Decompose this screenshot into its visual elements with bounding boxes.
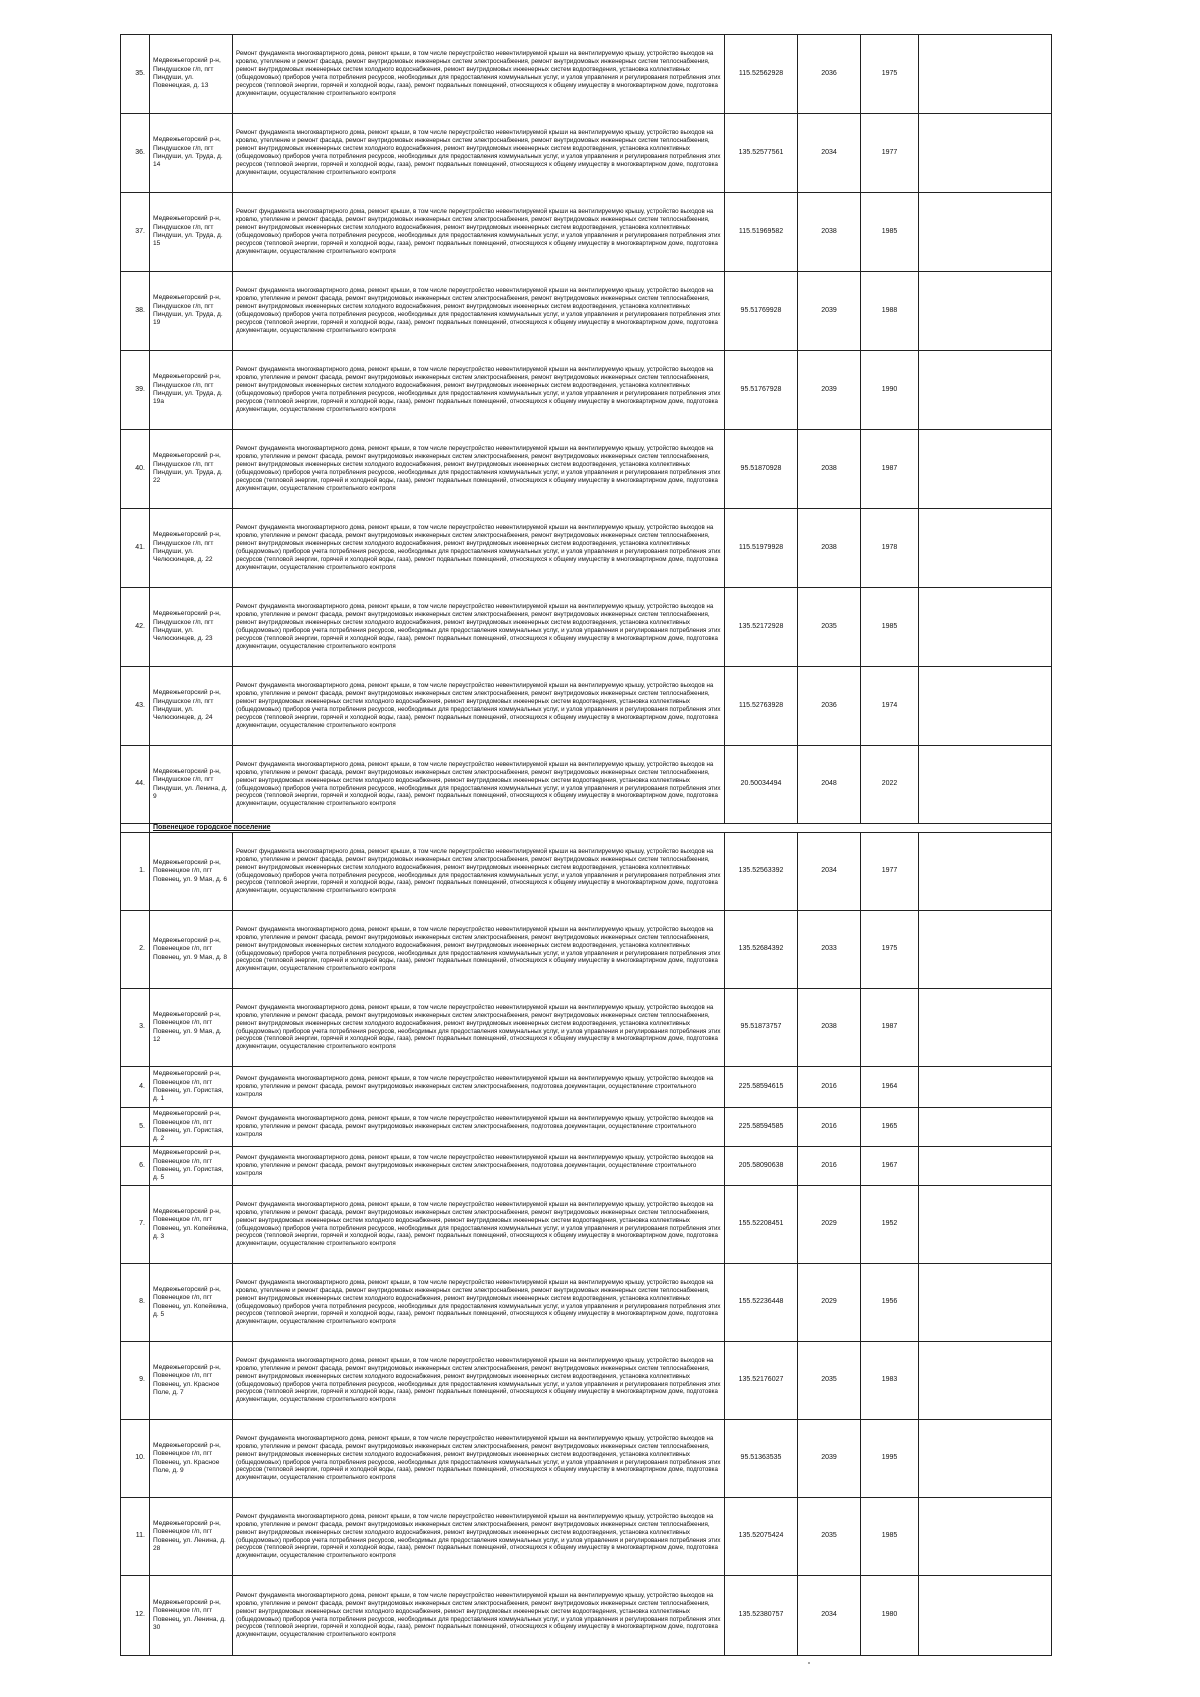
- works-cell: Ремонт фундамента многоквартирного дома, ремонт крыши, в том числе переустройство невентилируемой крыши на вентилируемую крышу, устройство выходов на кровлю, утепление и ремонт фасада, ремонт внутридомовых инженерных систем электроснабжения, ремонт внутридомовых инженерных систем теплоснабжения, ремонт внутридомовых инженерных систем холодного водоснабжения, ремонт внутридомовых инженерных систем водоотведения, установка коллективных (общедомовых) приборов учета потребления ресурсов, необходимых для предоставления коммунальных услуг, и узлов управления и регулирования потребления этих ресурсов (тепловой энергии, горячей и холодной воды, газа), ремонт подвальных помещений, относящихся к общему имуществу в многоквартирном доме, подготовка документации, осуществление строительного контроля: [233, 193, 725, 272]
- row-number: 38.: [121, 272, 150, 351]
- planned-year-cell: 2038: [798, 193, 861, 272]
- table-row: [121, 430, 1052, 509]
- built-year-cell: 1952: [861, 1186, 919, 1264]
- address-cell: Медвежьегорский р-н, Пиндушское г/п, пгт Пиндуши, ул. Челюскинцев, д. 24: [150, 667, 233, 746]
- planned-year-cell: 2035: [798, 588, 861, 667]
- built-year-cell: 1965: [861, 1108, 919, 1147]
- cost-cell: 135.52577561: [725, 114, 798, 193]
- empty-cell: [919, 351, 1052, 430]
- planned-year-cell: 2034: [798, 1576, 861, 1656]
- row-number: 1.: [121, 833, 150, 911]
- built-year-cell: 1987: [861, 989, 919, 1067]
- built-year-cell: 1978: [861, 509, 919, 588]
- empty-cell: [919, 1186, 1052, 1264]
- empty-cell: [919, 1420, 1052, 1498]
- empty-cell: [919, 1108, 1052, 1147]
- empty-cell: [919, 1498, 1052, 1576]
- row-number: 43.: [121, 667, 150, 746]
- works-table: [120, 34, 1052, 1656]
- address-cell: Медвежьегорский р-н, Пиндушское г/п, пгт Пиндуши, ул. Труда, д. 15: [150, 193, 233, 272]
- cost-cell: 95.51363535: [725, 1420, 798, 1498]
- works-cell: Ремонт фундамента многоквартирного дома, ремонт крыши, в том числе переустройство невентилируемой крыши на вентилируемую крышу, устройство выходов на кровлю, утепление и ремонт фасада, ремонт внутридомовых инженерных систем электроснабжения, ремонт внутридомовых инженерных систем теплоснабжения, ремонт внутридомовых инженерных систем холодного водоснабжения, ремонт внутридомовых инженерных систем водоотведения, установка коллективных (общедомовых) приборов учета потребления ресурсов, необходимых для предоставления коммунальных услуг, и узлов управления и регулирования потребления этих ресурсов (тепловой энергии, горячей и холодной воды, газа), ремонт подвальных помещений, относящихся к общему имуществу в многоквартирном доме, подготовка документации, осуществление строительного контроля: [233, 1420, 725, 1498]
- address-cell: Медвежьегорский р-н, Повенецкое г/п, пгт Повенец, ул. Красное Поле, д. 7: [150, 1342, 233, 1420]
- table-row: [121, 35, 1052, 114]
- planned-year-cell: 2048: [798, 746, 861, 824]
- works-cell: Ремонт фундамента многоквартирного дома, ремонт крыши, в том числе переустройство невентилируемой крыши на вентилируемую крышу, устройство выходов на кровлю, утепление и ремонт фасада, ремонт внутридомовых инженерных систем электроснабжения, ремонт внутридомовых инженерных систем теплоснабжения, ремонт внутридомовых инженерных систем холодного водоснабжения, ремонт внутридомовых инженерных систем водоотведения, установка коллективных (общедомовых) приборов учета потребления ресурсов, необходимых для предоставления коммунальных услуг, и узлов управления и регулирования потребления этих ресурсов (тепловой энергии, горячей и холодной воды, газа), ремонт подвальных помещений, относящихся к общему имуществу в многоквартирном доме, подготовка документации, осуществление строительного контроля: [233, 833, 725, 911]
- table-row: [121, 1067, 1052, 1108]
- works-cell: Ремонт фундамента многоквартирного дома, ремонт крыши, в том числе переустройство невентилируемой крыши на вентилируемую крышу, устройство выходов на кровлю, утепление и ремонт фасада, ремонт внутридомовых инженерных систем электроснабжения, ремонт внутридомовых инженерных систем теплоснабжения, ремонт внутридомовых инженерных систем холодного водоснабжения, ремонт внутридомовых инженерных систем водоотведения, установка коллективных (общедомовых) приборов учета потребления ресурсов, необходимых для предоставления коммунальных услуг, и узлов управления и регулирования потребления этих ресурсов (тепловой энергии, горячей и холодной воды, газа), ремонт подвальных помещений, относящихся к общему имуществу в многоквартирном доме, подготовка документации, осуществление строительного контроля: [233, 1186, 725, 1264]
- built-year-cell: 1967: [861, 1147, 919, 1186]
- empty-cell: [919, 1342, 1052, 1420]
- section-spacer: [121, 824, 150, 833]
- row-number: 8.: [121, 1264, 150, 1342]
- table-row: [121, 1498, 1052, 1576]
- cost-cell: 135.52380757: [725, 1576, 798, 1656]
- table-row: [121, 1264, 1052, 1342]
- works-cell: Ремонт фундамента многоквартирного дома, ремонт крыши, в том числе переустройство невентилируемой крыши на вентилируемую крышу, устройство выходов на кровлю, утепление и ремонт фасада, ремонт внутридомовых инженерных систем электроснабжения, ремонт внутридомовых инженерных систем теплоснабжения, ремонт внутридомовых инженерных систем холодного водоснабжения, ремонт внутридомовых инженерных систем водоотведения, установка коллективных (общедомовых) приборов учета потребления ресурсов, необходимых для предоставления коммунальных услуг, и узлов управления и регулирования потребления этих ресурсов (тепловой энергии, горячей и холодной воды, газа), ремонт подвальных помещений, относящихся к общему имуществу в многоквартирном доме, подготовка документации, осуществление строительного контроля: [233, 430, 725, 509]
- empty-cell: [919, 588, 1052, 667]
- address-cell: Медвежьегорский р-н, Повенецкое г/п, пгт Повенец, ул. Копейкина, д. 5: [150, 1264, 233, 1342]
- works-cell: Ремонт фундамента многоквартирного дома, ремонт крыши, в том числе переустройство невентилируемой крыши на вентилируемую крышу, устройство выходов на кровлю, утепление и ремонт фасада, ремонт внутридомовых инженерных систем электроснабжения, ремонт внутридомовых инженерных систем теплоснабжения, ремонт внутридомовых инженерных систем холодного водоснабжения, ремонт внутридомовых инженерных систем водоотведения, установка коллективных (общедомовых) приборов учета потребления ресурсов, необходимых для предоставления коммунальных услуг, и узлов управления и регулирования потребления этих ресурсов (тепловой энергии, горячей и холодной воды, газа), ремонт подвальных помещений, относящихся к общему имуществу в многоквартирном доме, подготовка документации, осуществление строительного контроля: [233, 667, 725, 746]
- table-row: [121, 1147, 1052, 1186]
- table-row: [121, 746, 1052, 824]
- cost-cell: 155.52208451: [725, 1186, 798, 1264]
- address-cell: Медвежьегорский р-н, Повенецкое г/п, пгт Повенец, ул. 9 Мая, д. 12: [150, 989, 233, 1067]
- empty-cell: [919, 667, 1052, 746]
- row-number: 10.: [121, 1420, 150, 1498]
- row-number: 5.: [121, 1108, 150, 1147]
- empty-cell: [919, 989, 1052, 1067]
- table-row: [121, 1186, 1052, 1264]
- address-cell: Медвежьегорский р-н, Повенецкое г/п, пгт Повенец, ул. Копейкина, д. 3: [150, 1186, 233, 1264]
- table-row: [121, 588, 1052, 667]
- table-row: [121, 509, 1052, 588]
- row-number: 2.: [121, 911, 150, 989]
- row-number: 42.: [121, 588, 150, 667]
- row-number: 36.: [121, 114, 150, 193]
- cost-cell: 95.51873757: [725, 989, 798, 1067]
- works-cell: Ремонт фундамента многоквартирного дома, ремонт крыши, в том числе переустройство невентилируемой крыши на вентилируемую крышу, устройство выходов на кровлю, утепление и ремонт фасада, ремонт внутридомовых инженерных систем электроснабжения, ремонт внутридомовых инженерных систем теплоснабжения, ремонт внутридомовых инженерных систем холодного водоснабжения, ремонт внутридомовых инженерных систем водоотведения, установка коллективных (общедомовых) приборов учета потребления ресурсов, необходимых для предоставления коммунальных услуг, и узлов управления и регулирования потребления этих ресурсов (тепловой энергии, горячей и холодной воды, газа), ремонт подвальных помещений, относящихся к общему имуществу в многоквартирном доме, подготовка документации, осуществление строительного контроля: [233, 746, 725, 824]
- cost-cell: 95.51769928: [725, 272, 798, 351]
- address-cell: Медвежьегорский р-н, Повенецкое г/п, пгт Повенец, ул. Ленина, д. 28: [150, 1498, 233, 1576]
- row-number: 41.: [121, 509, 150, 588]
- planned-year-cell: 2038: [798, 430, 861, 509]
- address-cell: Медвежьегорский р-н, Повенецкое г/п, пгт Повенец, ул. 9 Мая, д. 8: [150, 911, 233, 989]
- row-number: 37.: [121, 193, 150, 272]
- works-cell: Ремонт фундамента многоквартирного дома, ремонт крыши, в том числе переустройство невентилируемой крыши на вентилируемую крышу, устройство выходов на кровлю, утепление и ремонт фасада, ремонт внутридомовых инженерных систем электроснабжения, ремонт внутридомовых инженерных систем теплоснабжения, ремонт внутридомовых инженерных систем холодного водоснабжения, ремонт внутридомовых инженерных систем водоотведения, установка коллективных (общедомовых) приборов учета потребления ресурсов, необходимых для предоставления коммунальных услуг, и узлов управления и регулирования потребления этих ресурсов (тепловой энергии, горячей и холодной воды, газа), ремонт подвальных помещений, относящихся к общему имуществу в многоквартирном доме, подготовка документации, осуществление строительного контроля: [233, 1342, 725, 1420]
- planned-year-cell: 2035: [798, 1342, 861, 1420]
- cost-cell: 95.51767928: [725, 351, 798, 430]
- planned-year-cell: 2016: [798, 1108, 861, 1147]
- planned-year-cell: 2038: [798, 989, 861, 1067]
- works-cell: Ремонт фундамента многоквартирного дома, ремонт крыши, в том числе переустройство невентилируемой крыши на вентилируемую крышу, устройство выходов на кровлю, утепление и ремонт фасада, ремонт внутридомовых инженерных систем электроснабжения, ремонт внутридомовых инженерных систем теплоснабжения, ремонт внутридомовых инженерных систем холодного водоснабжения, ремонт внутридомовых инженерных систем водоотведения, установка коллективных (общедомовых) приборов учета потребления ресурсов, необходимых для предоставления коммунальных услуг, и узлов управления и регулирования потребления этих ресурсов (тепловой энергии, горячей и холодной воды, газа), ремонт подвальных помещений, относящихся к общему имуществу в многоквартирном доме, подготовка документации, осуществление строительного контроля: [233, 35, 725, 114]
- empty-cell: [919, 746, 1052, 824]
- cost-cell: 95.51870928: [725, 430, 798, 509]
- row-number: 11.: [121, 1498, 150, 1576]
- cost-cell: 20.50034494: [725, 746, 798, 824]
- row-number: 12.: [121, 1576, 150, 1656]
- address-cell: Медвежьегорский р-н, Пиндушское г/п, пгт Пиндуши, ул. Труда, д. 22: [150, 430, 233, 509]
- table-row: [121, 1576, 1052, 1656]
- row-number: 4.: [121, 1067, 150, 1108]
- built-year-cell: 1977: [861, 833, 919, 911]
- works-cell: Ремонт фундамента многоквартирного дома, ремонт крыши, в том числе переустройство невентилируемой крыши на вентилируемую крышу, устройство выходов на кровлю, утепление и ремонт фасада, ремонт внутридомовых инженерных систем электроснабжения, ремонт внутридомовых инженерных систем теплоснабжения, ремонт внутридомовых инженерных систем холодного водоснабжения, ремонт внутридомовых инженерных систем водоотведения, установка коллективных (общедомовых) приборов учета потребления ресурсов, необходимых для предоставления коммунальных услуг, и узлов управления и регулирования потребления этих ресурсов (тепловой энергии, горячей и холодной воды, газа), ремонт подвальных помещений, относящихся к общему имуществу в многоквартирном доме, подготовка документации, осуществление строительного контроля: [233, 1498, 725, 1576]
- table-row: [121, 1342, 1052, 1420]
- cost-cell: 135.52684392: [725, 911, 798, 989]
- built-year-cell: 1985: [861, 588, 919, 667]
- address-cell: Медвежьегорский р-н, Повенецкое г/п, пгт Повенец, ул. 9 Мая, д. 6: [150, 833, 233, 911]
- scan-speck: [808, 1662, 810, 1664]
- cost-cell: 115.52763928: [725, 667, 798, 746]
- planned-year-cell: 2039: [798, 1420, 861, 1498]
- cost-cell: 155.52236448: [725, 1264, 798, 1342]
- empty-cell: [919, 911, 1052, 989]
- empty-cell: [919, 114, 1052, 193]
- empty-cell: [919, 1576, 1052, 1656]
- address-cell: Медвежьегорский р-н, Пиндушское г/п, пгт Пиндуши, ул. Челюскинцев, д. 22: [150, 509, 233, 588]
- empty-cell: [919, 833, 1052, 911]
- row-number: 40.: [121, 430, 150, 509]
- works-cell: Ремонт фундамента многоквартирного дома, ремонт крыши, в том числе переустройство невентилируемой крыши на вентилируемую крышу, устройство выходов на кровлю, утепление и ремонт фасада, ремонт внутридомовых инженерных систем электроснабжения, подготовка документации, осуществление строительного контроля: [233, 1147, 725, 1186]
- table-row: [121, 272, 1052, 351]
- empty-cell: [919, 1264, 1052, 1342]
- address-cell: Медвежьегорский р-н, Пиндушское г/п, пгт Пиндуши, ул. Челюскинцев, д. 23: [150, 588, 233, 667]
- built-year-cell: 1975: [861, 911, 919, 989]
- section-row: [121, 824, 1052, 833]
- planned-year-cell: 2034: [798, 114, 861, 193]
- built-year-cell: 1975: [861, 35, 919, 114]
- built-year-cell: 1977: [861, 114, 919, 193]
- address-cell: Медвежьегорский р-н, Повенецкое г/п, пгт Повенец, ул. Гористая, д. 5: [150, 1147, 233, 1186]
- cost-cell: 115.51979928: [725, 509, 798, 588]
- planned-year-cell: 2029: [798, 1186, 861, 1264]
- planned-year-cell: 2038: [798, 509, 861, 588]
- planned-year-cell: 2036: [798, 35, 861, 114]
- address-cell: Медвежьегорский р-н, Повенецкое г/п, пгт Повенец, ул. Красное Поле, д. 9: [150, 1420, 233, 1498]
- works-cell: Ремонт фундамента многоквартирного дома, ремонт крыши, в том числе переустройство невентилируемой крыши на вентилируемую крышу, устройство выходов на кровлю, утепление и ремонт фасада, ремонт внутридомовых инженерных систем электроснабжения, ремонт внутридомовых инженерных систем теплоснабжения, ремонт внутридомовых инженерных систем холодного водоснабжения, ремонт внутридомовых инженерных систем водоотведения, установка коллективных (общедомовых) приборов учета потребления ресурсов, необходимых для предоставления коммунальных услуг, и узлов управления и регулирования потребления этих ресурсов (тепловой энергии, горячей и холодной воды, газа), ремонт подвальных помещений, относящихся к общему имуществу в многоквартирном доме, подготовка документации, осуществление строительного контроля: [233, 989, 725, 1067]
- empty-cell: [919, 272, 1052, 351]
- cost-cell: 135.52172928: [725, 588, 798, 667]
- built-year-cell: 1985: [861, 193, 919, 272]
- works-cell: Ремонт фундамента многоквартирного дома, ремонт крыши, в том числе переустройство невентилируемой крыши на вентилируемую крышу, устройство выходов на кровлю, утепление и ремонт фасада, ремонт внутридомовых инженерных систем электроснабжения, ремонт внутридомовых инженерных систем теплоснабжения, ремонт внутридомовых инженерных систем холодного водоснабжения, ремонт внутридомовых инженерных систем водоотведения, установка коллективных (общедомовых) приборов учета потребления ресурсов, необходимых для предоставления коммунальных услуг, и узлов управления и регулирования потребления этих ресурсов (тепловой энергии, горячей и холодной воды, газа), ремонт подвальных помещений, относящихся к общему имуществу в многоквартирном доме, подготовка документации, осуществление строительного контроля: [233, 114, 725, 193]
- row-number: 6.: [121, 1147, 150, 1186]
- planned-year-cell: 2029: [798, 1264, 861, 1342]
- empty-cell: [919, 430, 1052, 509]
- planned-year-cell: 2016: [798, 1067, 861, 1108]
- row-number: 7.: [121, 1186, 150, 1264]
- cost-cell: 115.51969582: [725, 193, 798, 272]
- built-year-cell: 1980: [861, 1576, 919, 1656]
- works-cell: Ремонт фундамента многоквартирного дома, ремонт крыши, в том числе переустройство невентилируемой крыши на вентилируемую крышу, устройство выходов на кровлю, утепление и ремонт фасада, ремонт внутридомовых инженерных систем электроснабжения, подготовка документации, осуществление строительного контроля: [233, 1067, 725, 1108]
- table-row: [121, 193, 1052, 272]
- row-number: 9.: [121, 1342, 150, 1420]
- cost-cell: 135.52176027: [725, 1342, 798, 1420]
- planned-year-cell: 2033: [798, 911, 861, 989]
- row-number: 3.: [121, 989, 150, 1067]
- cost-cell: 135.52075424: [725, 1498, 798, 1576]
- table-row: [121, 351, 1052, 430]
- table-body: [121, 35, 1052, 1656]
- built-year-cell: 1995: [861, 1420, 919, 1498]
- planned-year-cell: 2039: [798, 351, 861, 430]
- built-year-cell: 1956: [861, 1264, 919, 1342]
- planned-year-cell: 2035: [798, 1498, 861, 1576]
- planned-year-cell: 2036: [798, 667, 861, 746]
- cost-cell: 225.58594585: [725, 1108, 798, 1147]
- built-year-cell: 1987: [861, 430, 919, 509]
- works-cell: Ремонт фундамента многоквартирного дома, ремонт крыши, в том числе переустройство невентилируемой крыши на вентилируемую крышу, устройство выходов на кровлю, утепление и ремонт фасада, ремонт внутридомовых инженерных систем электроснабжения, ремонт внутридомовых инженерных систем теплоснабжения, ремонт внутридомовых инженерных систем холодного водоснабжения, ремонт внутридомовых инженерных систем водоотведения, установка коллективных (общедомовых) приборов учета потребления ресурсов, необходимых для предоставления коммунальных услуг, и узлов управления и регулирования потребления этих ресурсов (тепловой энергии, горячей и холодной воды, газа), ремонт подвальных помещений, относящихся к общему имуществу в многоквартирном доме, подготовка документации, осуществление строительного контроля: [233, 588, 725, 667]
- empty-cell: [919, 509, 1052, 588]
- empty-cell: [919, 193, 1052, 272]
- built-year-cell: 1990: [861, 351, 919, 430]
- works-cell: Ремонт фундамента многоквартирного дома, ремонт крыши, в том числе переустройство невентилируемой крыши на вентилируемую крышу, устройство выходов на кровлю, утепление и ремонт фасада, ремонт внутридомовых инженерных систем электроснабжения, ремонт внутридомовых инженерных систем теплоснабжения, ремонт внутридомовых инженерных систем холодного водоснабжения, ремонт внутридомовых инженерных систем водоотведения, установка коллективных (общедомовых) приборов учета потребления ресурсов, необходимых для предоставления коммунальных услуг, и узлов управления и регулирования потребления этих ресурсов (тепловой энергии, горячей и холодной воды, газа), ремонт подвальных помещений, относящихся к общему имуществу в многоквартирном доме, подготовка документации, осуществление строительного контроля: [233, 1264, 725, 1342]
- address-cell: Медвежьегорский р-н, Повенецкое г/п, пгт Повенец, ул. Ленина, д. 30: [150, 1576, 233, 1656]
- works-cell: Ремонт фундамента многоквартирного дома, ремонт крыши, в том числе переустройство невентилируемой крыши на вентилируемую крышу, устройство выходов на кровлю, утепление и ремонт фасада, ремонт внутридомовых инженерных систем электроснабжения, подготовка документации, осуществление строительного контроля: [233, 1108, 725, 1147]
- cost-cell: 225.58594615: [725, 1067, 798, 1108]
- works-cell: Ремонт фундамента многоквартирного дома, ремонт крыши, в том числе переустройство невентилируемой крыши на вентилируемую крышу, устройство выходов на кровлю, утепление и ремонт фасада, ремонт внутридомовых инженерных систем электроснабжения, ремонт внутридомовых инженерных систем теплоснабжения, ремонт внутридомовых инженерных систем холодного водоснабжения, ремонт внутридомовых инженерных систем водоотведения, установка коллективных (общедомовых) приборов учета потребления ресурсов, необходимых для предоставления коммунальных услуг, и узлов управления и регулирования потребления этих ресурсов (тепловой энергии, горячей и холодной воды, газа), ремонт подвальных помещений, относящихся к общему имуществу в многоквартирном доме, подготовка документации, осуществление строительного контроля: [233, 1576, 725, 1656]
- row-number: 44.: [121, 746, 150, 824]
- table-row: [121, 1108, 1052, 1147]
- table-row: [121, 911, 1052, 989]
- cost-cell: 135.52563392: [725, 833, 798, 911]
- cost-cell: 115.52562928: [725, 35, 798, 114]
- address-cell: Медвежьегорский р-н, Пиндушское г/п, пгт Пиндуши, ул. Труда, д. 14: [150, 114, 233, 193]
- address-cell: Медвежьегорский р-н, Пиндушское г/п, пгт Пиндуши, ул. Труда, д. 19: [150, 272, 233, 351]
- address-cell: Медвежьегорский р-н, Повенецкое г/п, пгт Повенец, ул. Гористая, д. 1: [150, 1067, 233, 1108]
- address-cell: Медвежьегорский р-н, Повенецкое г/п, пгт Повенец, ул. Гористая, д. 2: [150, 1108, 233, 1147]
- section-title: Повенецкое городское поселение: [150, 824, 1052, 833]
- works-cell: Ремонт фундамента многоквартирного дома, ремонт крыши, в том числе переустройство невентилируемой крыши на вентилируемую крышу, устройство выходов на кровлю, утепление и ремонт фасада, ремонт внутридомовых инженерных систем электроснабжения, ремонт внутридомовых инженерных систем теплоснабжения, ремонт внутридомовых инженерных систем холодного водоснабжения, ремонт внутридомовых инженерных систем водоотведения, установка коллективных (общедомовых) приборов учета потребления ресурсов, необходимых для предоставления коммунальных услуг, и узлов управления и регулирования потребления этих ресурсов (тепловой энергии, горячей и холодной воды, газа), ремонт подвальных помещений, относящихся к общему имуществу в многоквартирном доме, подготовка документации, осуществление строительного контроля: [233, 351, 725, 430]
- built-year-cell: 1964: [861, 1067, 919, 1108]
- table-row: [121, 114, 1052, 193]
- address-cell: Медвежьегорский р-н, Пиндушское г/п, пгт Пиндуши, ул. Ленина, д. 9: [150, 746, 233, 824]
- table-row: [121, 833, 1052, 911]
- works-cell: Ремонт фундамента многоквартирного дома, ремонт крыши, в том числе переустройство невентилируемой крыши на вентилируемую крышу, устройство выходов на кровлю, утепление и ремонт фасада, ремонт внутридомовых инженерных систем электроснабжения, ремонт внутридомовых инженерных систем теплоснабжения, ремонт внутридомовых инженерных систем холодного водоснабжения, ремонт внутридомовых инженерных систем водоотведения, установка коллективных (общедомовых) приборов учета потребления ресурсов, необходимых для предоставления коммунальных услуг, и узлов управления и регулирования потребления этих ресурсов (тепловой энергии, горячей и холодной воды, газа), ремонт подвальных помещений, относящихся к общему имуществу в многоквартирном доме, подготовка документации, осуществление строительного контроля: [233, 911, 725, 989]
- table-row: [121, 989, 1052, 1067]
- empty-cell: [919, 1147, 1052, 1186]
- built-year-cell: 2022: [861, 746, 919, 824]
- address-cell: Медвежьегорский р-н, Пиндушское г/п, пгт Пиндуши, ул. Труда, д. 19а: [150, 351, 233, 430]
- empty-cell: [919, 35, 1052, 114]
- table-row: [121, 1420, 1052, 1498]
- table-row: [121, 667, 1052, 746]
- built-year-cell: 1974: [861, 667, 919, 746]
- row-number: 39.: [121, 351, 150, 430]
- planned-year-cell: 2016: [798, 1147, 861, 1186]
- built-year-cell: 1985: [861, 1498, 919, 1576]
- built-year-cell: 1988: [861, 272, 919, 351]
- planned-year-cell: 2034: [798, 833, 861, 911]
- works-cell: Ремонт фундамента многоквартирного дома, ремонт крыши, в том числе переустройство невентилируемой крыши на вентилируемую крышу, устройство выходов на кровлю, утепление и ремонт фасада, ремонт внутридомовых инженерных систем электроснабжения, ремонт внутридомовых инженерных систем теплоснабжения, ремонт внутридомовых инженерных систем холодного водоснабжения, ремонт внутридомовых инженерных систем водоотведения, установка коллективных (общедомовых) приборов учета потребления ресурсов, необходимых для предоставления коммунальных услуг, и узлов управления и регулирования потребления этих ресурсов (тепловой энергии, горячей и холодной воды, газа), ремонт подвальных помещений, относящихся к общему имуществу в многоквартирном доме, подготовка документации, осуществление строительного контроля: [233, 272, 725, 351]
- address-cell: Медвежьегорский р-н, Пиндушское г/п, пгт Пиндуши, ул. Повенецкая, д. 13: [150, 35, 233, 114]
- cost-cell: 205.58090638: [725, 1147, 798, 1186]
- built-year-cell: 1983: [861, 1342, 919, 1420]
- works-cell: Ремонт фундамента многоквартирного дома, ремонт крыши, в том числе переустройство невентилируемой крыши на вентилируемую крышу, устройство выходов на кровлю, утепление и ремонт фасада, ремонт внутридомовых инженерных систем электроснабжения, ремонт внутридомовых инженерных систем теплоснабжения, ремонт внутридомовых инженерных систем холодного водоснабжения, ремонт внутридомовых инженерных систем водоотведения, установка коллективных (общедомовых) приборов учета потребления ресурсов, необходимых для предоставления коммунальных услуг, и узлов управления и регулирования потребления этих ресурсов (тепловой энергии, горячей и холодной воды, газа), ремонт подвальных помещений, относящихся к общему имуществу в многоквартирном доме, подготовка документации, осуществление строительного контроля: [233, 509, 725, 588]
- planned-year-cell: 2039: [798, 272, 861, 351]
- empty-cell: [919, 1067, 1052, 1108]
- row-number: 35.: [121, 35, 150, 114]
